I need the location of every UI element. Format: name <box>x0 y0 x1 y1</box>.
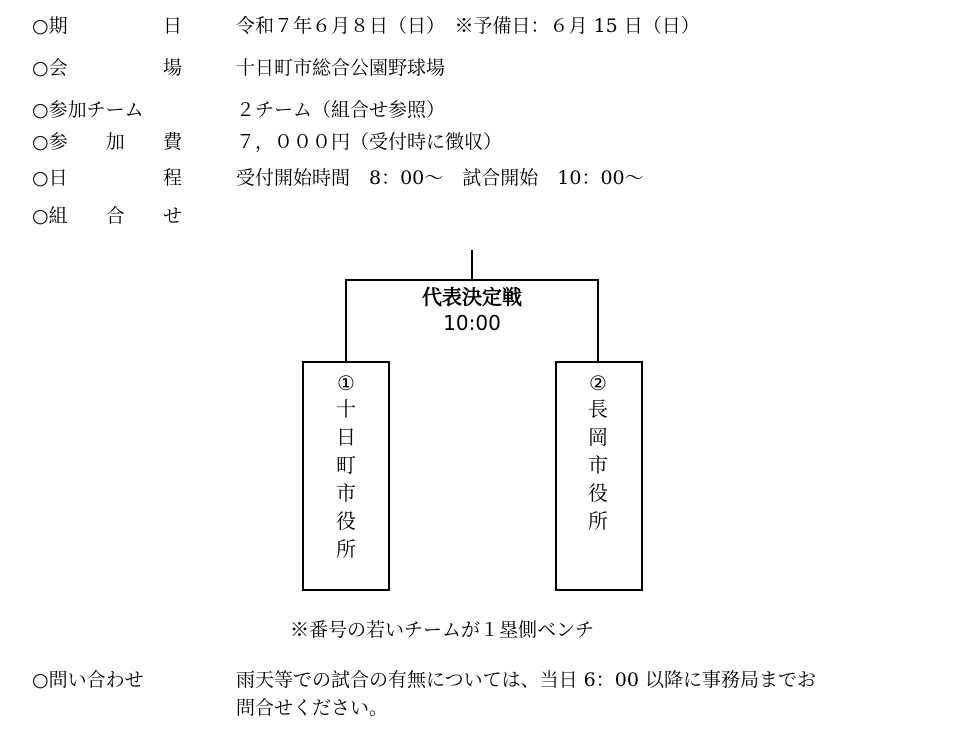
info-label-teams: ○参加チーム <box>32 99 144 121</box>
contact-text <box>236 666 926 722</box>
info-value-fee: ７，０００円（受付時に徴収） <box>236 131 503 153</box>
contact-line: 問合せください。 <box>236 697 389 719</box>
info-label-date: ○期 日 <box>32 15 182 37</box>
team1-name-char: 町 <box>336 453 356 477</box>
info-value-teams: ２チーム（組合せ参照） <box>236 99 446 121</box>
team1-name-char: 役 <box>336 509 356 533</box>
team2-name-char: 市 <box>588 453 608 477</box>
info-value-venue: 十日町市総合公園野球場 <box>236 57 446 79</box>
info-value-schedule: 受付開始時間 8：00～ 試合開始 10：00～ <box>236 167 644 189</box>
info-label-venue: ○会 場 <box>32 57 182 79</box>
team1-box <box>303 362 389 590</box>
bench-note: ※番号の若いチームが１塁側ベンチ <box>290 619 595 641</box>
contact-line: 雨天等での試合の有無については、当日 6：00 以降に事務局までお <box>236 669 816 691</box>
team1-name-char: 十 <box>336 397 356 421</box>
team1-name-char: 市 <box>336 481 356 505</box>
info-label-fee: ○参 加 費 <box>32 131 182 153</box>
team2-box <box>556 362 642 590</box>
team2-name-char: 岡 <box>588 425 608 449</box>
team2-name-char: 所 <box>588 509 608 533</box>
bracket-connector <box>346 280 598 362</box>
team2-name-char: 役 <box>588 481 608 505</box>
team1-name-char: 日 <box>336 425 356 449</box>
match-title: 代表決定戦 <box>422 285 522 309</box>
info-label-bracket: ○組 合 せ <box>32 205 182 227</box>
team2-number: ② <box>589 371 607 395</box>
info-label-schedule: ○日 程 <box>32 167 182 189</box>
team1-number: ① <box>337 371 355 395</box>
team2-name-char: 長 <box>588 397 608 421</box>
team1-name-char: 所 <box>336 537 356 561</box>
contact-label: ○問い合わせ <box>32 669 144 691</box>
info-value-date: 令和７年６月８日（日） ※予備日：６月 15 日（日） <box>236 15 700 37</box>
match-time: 10:00 <box>443 311 501 335</box>
